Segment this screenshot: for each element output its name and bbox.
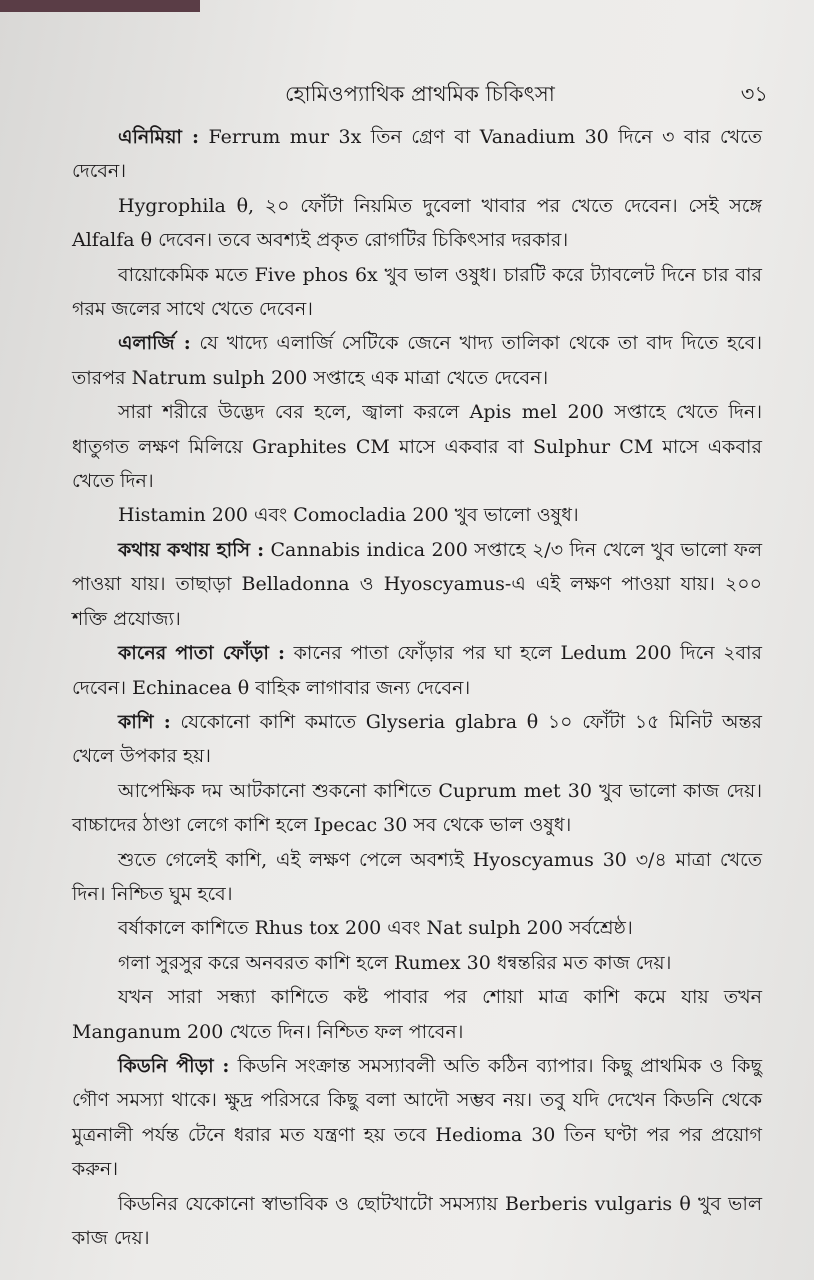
paragraph-text: আপেক্ষিক দম আটকানো শুকনো কাশিতে Cuprum met 30 খুব ভালো কাজ দেয়। বাচ্চাদের ঠাণ্ডা লেগে কাশি হলে Ipecac 30 সব থেকে ভাল ওষুধ।	[72, 779, 762, 837]
paragraph-text: যেকোনো কাশি কমাতে Glyseria glabra θ ১০ ফোঁটা ১৫ মিনিট অন্তর খেলে উপকার হয়।	[72, 710, 762, 768]
paragraph	[72, 395, 762, 498]
paragraph	[72, 843, 762, 912]
background-edge	[0, 0, 200, 12]
paragraph-text: শুতে গেলেই কাশি, এই লক্ষণ পেলে অবশ্যই Hyoscyamus 30 ৩/৪ মাত্রা খেতে দিন। নিশ্চিত ঘুম হবে।	[72, 848, 762, 905]
section-heading: কানের পাতা ফোঁড়া :	[118, 642, 286, 665]
paragraph	[72, 498, 762, 532]
paragraph	[72, 189, 762, 258]
paragraph	[72, 946, 762, 980]
paragraph	[72, 326, 762, 395]
paragraph-text: Histamin 200 এবং Comocladia 200 খুব ভালো ওষুধ।	[118, 504, 579, 527]
paragraph-text: Ferrum mur 3x তিন গ্রেণ বা Vanadium 30 দিনে ৩ বার খেতে দেবেন।	[72, 126, 762, 183]
section-heading: কিডনি পীড়া :	[118, 1054, 230, 1077]
paragraph-text: Hygrophila θ, ২০ ফোঁটা নিয়মিত দুবেলা খাবার পর খেতে দেবেন। সেই সঙ্গে Alfalfa θ দেবেন। তবে অবশ্যই প্রকৃত রোগটির চিকিৎসার দরকার।	[72, 194, 762, 252]
paragraph	[72, 1049, 762, 1187]
paragraph-text: গলা সুরসুর করে অনবরত কাশি হলে Rumex 30 ধন্বন্তরির মত কাজ দেয়।	[118, 951, 672, 974]
section-heading: কথায় কথায় হাসি :	[118, 538, 265, 561]
paragraph-text: যে খাদ্যে এলার্জি সেটিকে জেনে খাদ্য তালিকা থেকে তা বাদ দিতে হবে। তারপর Natrum sulph 200 সপ্তাহে এক মাত্রা খেতে দেবেন।	[72, 332, 762, 389]
paragraph-text: যখন সারা সন্ধ্যা কাশিতে কষ্ট পাবার পর শোয়া মাত্র কাশি কমে যায় তখন Manganum 200 খেতে দিন। নিশ্চিত ফল পাবেন।	[72, 986, 762, 1043]
paragraph	[72, 774, 762, 843]
running-title: হোমিওপ্যাথিক প্রাথমিক চিকিৎসা	[285, 82, 555, 106]
paragraph-text: Cannabis indica 200 সপ্তাহে ২/৩ দিন খেলে খুব ভালো ফল পাওয়া যায়। তাছাড়া Belladonna ও Hyoscyamus-এ এই লক্ষণ পাওয়া যায়। ২০০ শক্তি প্রযোজ্য।	[72, 538, 762, 630]
paragraph	[72, 980, 762, 1049]
paragraph	[72, 911, 762, 945]
page-body	[72, 120, 762, 1255]
paragraph	[72, 258, 762, 327]
section-heading: কাশি :	[118, 710, 171, 733]
paragraph	[72, 636, 762, 705]
paragraph-text: সারা শরীরে উদ্ভেদ বের হলে, জ্বালা করলে Apis mel 200 সপ্তাহে খেতে দিন। ধাতুগত লক্ষণ মিলিয়ে Graphites CM মাসে একবার বা Sulphur CM মাসে একবার খেতে দিন।	[72, 401, 762, 493]
page-number: ৩১	[740, 82, 768, 106]
paragraph-text: কিডনির যেকোনো স্বাভাবিক ও ছোটখাটো সমস্যায় Berberis vulgaris θ খুব ভাল কাজ দেয়।	[72, 1192, 762, 1249]
paragraph-text: কিডনি সংক্রান্ত সমস্যাবলী অতি কঠিন ব্যাপার। কিছু প্রাথমিক ও কিছু গৌণ সমস্যা থাকে। ক্ষুদ্র পরিসরে কিছু বলা আদৌ সম্ভব নয়। তবু যদি দেখেন কিডনি থেকে মুত্রনালী পর্যন্ত টেনে ধরার মত যন্ত্রণা হয় তবে Hedioma 30 তিন ঘণ্টা পর পর প্রয়োগ করুন।	[72, 1054, 762, 1181]
section-heading: এলার্জি :	[118, 332, 191, 355]
paragraph	[72, 705, 762, 774]
paragraph	[72, 533, 762, 636]
running-header	[60, 78, 774, 112]
section-heading: এনিমিয়া :	[118, 126, 199, 148]
paragraph-text: কানের পাতা ফোঁড়ার পর ঘা হলে Ledum 200 দিনে ২বার দেবেন। Echinacea θ বাহিক লাগাবার জন্য দেবেন।	[72, 642, 763, 699]
paragraph-text: বায়োকেমিক মতে Five phos 6x খুব ভাল ওষুধ। চারটি করে ট্যাবলেট দিনে চার বার গরম জলের সাথে খেতে দেবেন।	[72, 263, 762, 321]
paragraph	[72, 1187, 762, 1256]
paragraph	[72, 120, 762, 189]
paragraph-text: বর্ষাকালে কাশিতে Rhus tox 200 এবং Nat sulph 200 সর্বশ্রেষ্ঠ।	[118, 917, 633, 940]
